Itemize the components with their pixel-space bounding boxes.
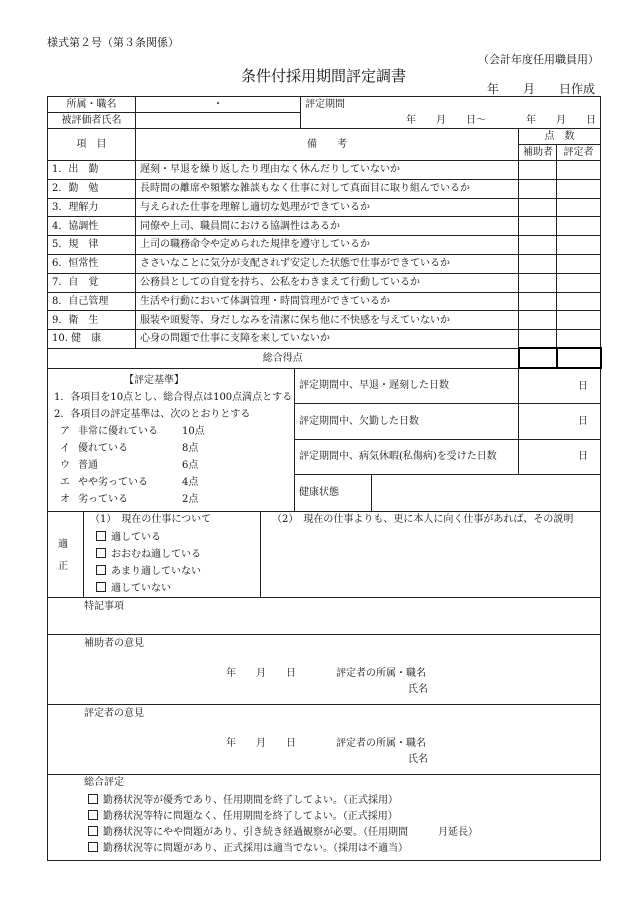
aptitude-q1: （1） 現在の仕事について — [90, 513, 212, 525]
evaluator-opinion-affil: 評定者の所属・職名 — [336, 737, 426, 749]
period-label: 評定期間 — [301, 97, 601, 113]
assistant-opinion-label: 補助者の意見 — [84, 637, 144, 649]
checkbox-icon[interactable] — [96, 565, 106, 575]
evaluator-score-cell[interactable] — [557, 236, 601, 255]
page-title: 条件付採用期間評定調書 — [241, 67, 407, 85]
evaluator-score-cell[interactable] — [557, 254, 601, 273]
item-remark: 与えられた仕事を理解し適切な処理ができているか — [136, 198, 519, 217]
criteria-title: 【評定基準】 — [124, 374, 184, 386]
evaluator-score-cell[interactable] — [557, 217, 601, 236]
item-label: 7．自 覚 — [48, 273, 136, 292]
item-remark: 生活や行動において体調管理・時間管理ができているか — [136, 292, 519, 311]
criteria-grade-row: エ やや劣っている 4点 — [60, 476, 199, 488]
aptitude-section — [48, 511, 601, 597]
criteria-line-2: 2．各項目の評定基準は、次のとおりとする — [54, 408, 251, 420]
checkbox-icon[interactable] — [96, 531, 106, 541]
assistant-header: 補助者 — [519, 145, 557, 161]
overall-section — [48, 774, 601, 860]
assistant-score-cell[interactable] — [519, 254, 557, 273]
assistant-score-cell[interactable] — [519, 330, 557, 349]
overall-label: 総合評定 — [84, 776, 124, 788]
affiliation-label: 所属・職名 — [48, 97, 136, 113]
checkbox-icon[interactable] — [96, 548, 106, 558]
assistant-opinion-name: 氏名 — [408, 683, 428, 695]
date-created: 年 月 日作成 — [487, 82, 596, 96]
item-label: 9．衛 生 — [48, 311, 136, 330]
checkbox-icon[interactable] — [96, 582, 106, 592]
item-label: 8．自己管理 — [48, 292, 136, 311]
evaluator-score-cell[interactable] — [557, 179, 601, 198]
table-row — [48, 161, 601, 180]
assistant-opinion-affil: 評定者の所属・職名 — [336, 667, 426, 679]
assistant-score-cell[interactable] — [519, 179, 557, 198]
evaluator-total-cell[interactable] — [557, 348, 601, 368]
aptitude-q2: （2） 現在の仕事よりも、更に本人に向く仕事があれば、その説明 — [272, 513, 574, 525]
health-field[interactable] — [372, 475, 601, 512]
item-remark: 同僚や上司、職員間における協調性はあるか — [136, 217, 519, 236]
evaluator-opinion-name: 氏名 — [408, 753, 428, 765]
total-score-label: 総合得点 — [48, 348, 519, 368]
evaluatee-label: 被評価者氏名 — [48, 113, 136, 129]
remarks-header: 備 考 — [136, 129, 519, 161]
aptitude-side-label-2: 正 — [58, 560, 68, 572]
checkbox-icon[interactable] — [88, 794, 98, 804]
affiliation-field[interactable]: ・ — [136, 97, 301, 113]
attendance-sick-field[interactable]: 日 — [519, 439, 601, 474]
item-label: 3．理解力 — [48, 198, 136, 217]
attendance-absent-field[interactable]: 日 — [519, 404, 601, 439]
aptitude-side — [48, 512, 84, 597]
evaluator-score-cell[interactable] — [557, 330, 601, 349]
evaluator-header: 評定者 — [557, 145, 601, 161]
criteria-grade-row: ア 非常に優れている 10点 — [60, 425, 205, 437]
assistant-score-cell[interactable] — [519, 292, 557, 311]
item-label: 6．恒常性 — [48, 254, 136, 273]
overall-option[interactable]: 勤務状況等が優秀であり、任用期間を終了してよい。（正式採用） — [88, 794, 398, 807]
evaluator-score-cell[interactable] — [557, 292, 601, 311]
table-row — [48, 217, 601, 236]
evaluator-score-cell[interactable] — [557, 198, 601, 217]
item-label: 5．規 律 — [48, 236, 136, 255]
item-header: 項 目 — [48, 129, 136, 161]
health-label: 健康状態 — [295, 475, 372, 512]
table-row — [48, 292, 601, 311]
assistant-score-cell[interactable] — [519, 161, 557, 180]
overall-option[interactable]: 勤務状況等に問題があり、正式採用は適当でない。（採用は不適当） — [88, 842, 408, 855]
checkbox-icon[interactable] — [88, 842, 98, 852]
overall-option[interactable]: 勤務状況等特に問題なく、任用期間を終了してよい。（正式採用） — [88, 810, 398, 823]
item-remark: 公務員としての自覚を持ち、公私をわきまえて行動しているか — [136, 273, 519, 292]
period-field[interactable]: 年 月 日～ 年 月 日 — [301, 113, 601, 129]
table-row — [48, 198, 601, 217]
assistant-opinion-date: 年 月 日 — [226, 667, 296, 679]
item-remark: 心身の問題で仕事に支障を来していないか — [136, 330, 519, 349]
criteria-box — [48, 368, 295, 511]
overall-option[interactable]: 勤務状況等にやや問題があり、引き続き経過観察が必要。（任用期間 月延長） — [88, 826, 478, 839]
criteria-grade-row: ウ 普通 6点 — [60, 459, 199, 471]
item-remark: 長時間の離席や頻繁な雑談もなく仕事に対して真面目に取り組んでいるか — [136, 179, 519, 198]
item-label: 2．勤 勉 — [48, 179, 136, 198]
table-row — [48, 254, 601, 273]
assistant-score-cell[interactable] — [519, 198, 557, 217]
attendance-sick-label: 評定期間中、病気休暇(私傷病)を受けた日数 — [295, 439, 519, 474]
evaluation-table — [47, 96, 602, 861]
item-label: 1．出 勤 — [48, 161, 136, 180]
table-row — [48, 236, 601, 255]
evaluator-score-cell[interactable] — [557, 161, 601, 180]
evaluatee-field[interactable] — [136, 113, 301, 129]
aptitude-option[interactable]: あまり適していない — [96, 565, 201, 578]
score-header: 点 数 — [519, 129, 601, 145]
item-remark: 服装や頭髪等、身だしなみを清潔に保ち他に不快感を与えていないか — [136, 311, 519, 330]
item-remark: 上司の職務命令や定められた規律を遵守しているか — [136, 236, 519, 255]
table-row — [48, 273, 601, 292]
assistant-opinion-section[interactable] — [48, 634, 601, 704]
evaluator-score-cell[interactable] — [557, 273, 601, 292]
attendance-late-field[interactable]: 日 — [519, 368, 601, 403]
aptitude-option[interactable]: 適していない — [96, 582, 171, 595]
aptitude-option[interactable]: おおむね適している — [96, 548, 201, 561]
item-remark: ささいなことに気分が支配されず安定した状態で仕事ができているか — [136, 254, 519, 273]
assistant-score-cell[interactable] — [519, 217, 557, 236]
special-notes-label: 特記事項 — [84, 600, 124, 612]
evaluator-opinion-date: 年 月 日 — [226, 737, 296, 749]
item-remark: 遅刻・早退を繰り返したり理由なく休んだりしていないか — [136, 161, 519, 180]
checkbox-icon[interactable] — [88, 810, 98, 820]
criteria-line-1: 1．各項目を10点とし、総合得点は100点満点とする — [54, 391, 293, 403]
form-id: 様式第２号（第３条関係） — [47, 36, 179, 49]
assistant-score-cell[interactable] — [519, 311, 557, 330]
evaluator-opinion-label: 評定者の意見 — [84, 707, 144, 719]
evaluator-score-cell[interactable] — [557, 311, 601, 330]
checkbox-icon[interactable] — [88, 826, 98, 836]
special-notes-section[interactable] — [48, 597, 601, 634]
aptitude-side-label-1: 適 — [58, 538, 68, 550]
attendance-late-label: 評定期間中、早退・遅刻した日数 — [295, 368, 519, 403]
assistant-score-cell[interactable] — [519, 236, 557, 255]
item-label: 10. 健 康 — [48, 330, 136, 349]
evaluator-opinion-section[interactable] — [48, 704, 601, 774]
table-row — [48, 311, 601, 330]
assistant-total-cell[interactable] — [519, 348, 557, 368]
item-label: 4．協調性 — [48, 217, 136, 236]
subtitle: （会計年度任用職員用） — [478, 53, 599, 66]
table-row — [48, 330, 601, 349]
assistant-score-cell[interactable] — [519, 273, 557, 292]
table-row — [48, 179, 601, 198]
criteria-grade-row: イ 優れている 8点 — [60, 442, 199, 454]
criteria-grade-row: オ 劣っている 2点 — [60, 493, 199, 505]
attendance-absent-label: 評定期間中、欠勤した日数 — [295, 404, 519, 439]
aptitude-divider — [260, 512, 261, 597]
aptitude-option[interactable]: 適している — [96, 531, 161, 544]
